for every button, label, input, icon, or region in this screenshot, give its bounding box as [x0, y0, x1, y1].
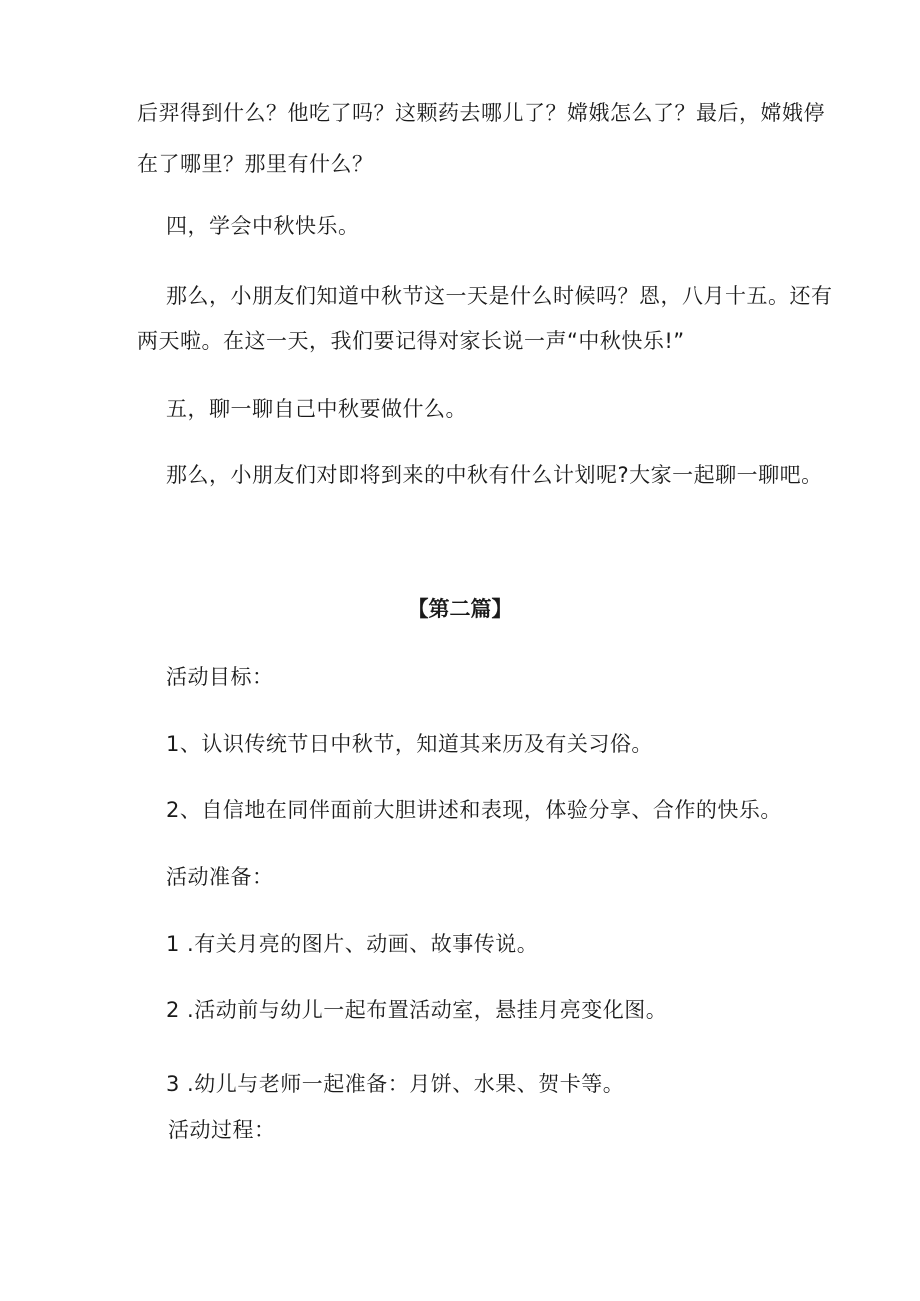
section-heading: 四，学会中秋快乐。 — [166, 214, 360, 238]
paragraph-line: 两天啦。在这一天，我们要记得对家长说一声“中秋快乐!” — [137, 329, 685, 353]
section-label: 活动目标： — [166, 665, 274, 689]
list-item: 3 .幼儿与老师一起准备：月饼、水果、贺卡等。 — [166, 1072, 625, 1096]
list-item: 2 .活动前与幼儿一起布置活动室，悬挂月亮变化图。 — [166, 998, 668, 1022]
paragraph-line: 那么，小朋友们知道中秋节这一天是什么时候吗？恩，八月十五。还有 — [166, 284, 833, 308]
list-item: 1、认识传统节日中秋节，知道其来历及有关习俗。 — [166, 732, 653, 756]
section-label: 活动准备： — [166, 865, 274, 889]
list-item: 2、自信地在同伴面前大胆讲述和表现，体验分享、合作的快乐。 — [166, 798, 782, 822]
list-item: 1 .有关月亮的图片、动画、故事传说。 — [166, 932, 539, 956]
section-label: 活动过程： — [168, 1118, 276, 1142]
paragraph-line: 那么，小朋友们对即将到来的中秋有什么计划呢?大家一起聊一聊吧。 — [166, 463, 823, 487]
document-title: 【第二篇】 — [407, 597, 513, 621]
section-heading: 五，聊一聊自己中秋要做什么。 — [166, 397, 467, 421]
paragraph-line: 在了哪里？那里有什么？ — [137, 152, 374, 176]
paragraph-line: 后羿得到什么？他吃了吗？这颗药去哪儿了？嫦娥怎么了？最后，嫦娥停 — [137, 101, 825, 125]
